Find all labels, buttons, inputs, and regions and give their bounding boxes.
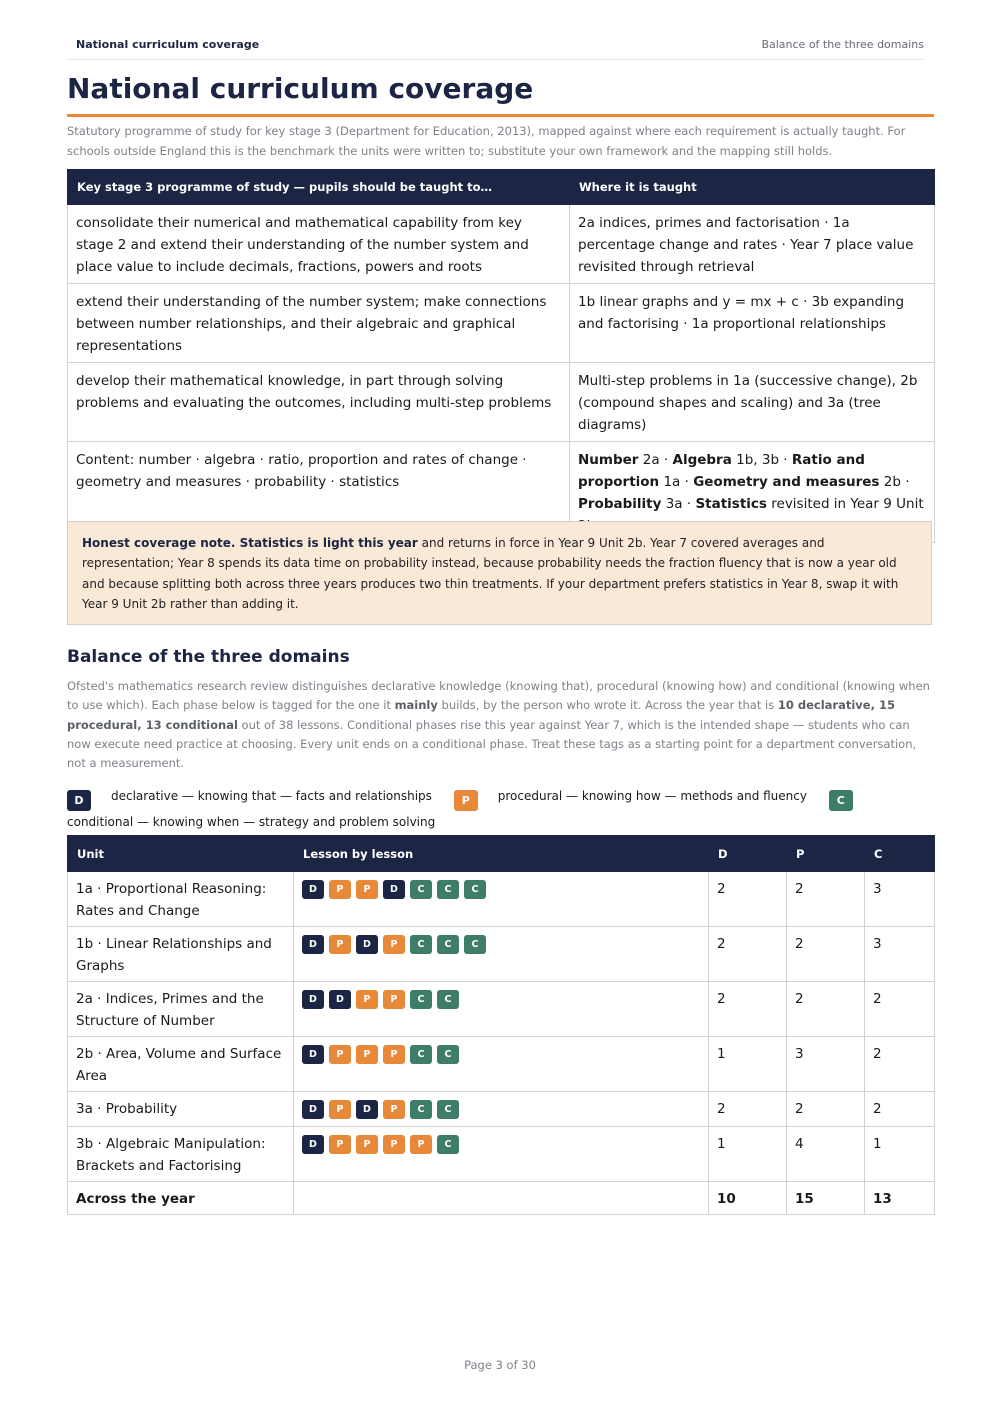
domains-table (67, 835, 935, 1215)
total-row (68, 1182, 935, 1215)
running-header-section: National curriculum coverage (76, 38, 260, 51)
procedural-count: 2 (787, 1092, 865, 1127)
page-title: National curriculum coverage (67, 72, 534, 105)
declarative-count: 2 (709, 872, 787, 927)
conditional-badge: C (829, 790, 853, 811)
requirement-cell: consolidate their numerical and mathematical capability from key stage 2 and extend their understanding of the number system and place value to include decimals, fractions, powers and roots (68, 205, 570, 284)
column-header-unit: Unit (68, 836, 294, 872)
conditional-count: 3 (865, 872, 935, 927)
where-taught-cell: Multi-step problems in 1a (successive change), 2b (compound shapes and scaling) and 3a (tree diagrams) (570, 363, 935, 442)
page-number: Page 3 of 30 (464, 1358, 536, 1372)
procedural-tag: P (329, 935, 351, 954)
conditional-tag: C (437, 990, 459, 1009)
procedural-badge: P (454, 790, 478, 811)
requirement-cell: extend their understanding of the number system; make connections between number relationships, and their algebraic and graphical representations (68, 284, 570, 363)
total-label: Across the year (68, 1182, 294, 1215)
column-header-lessons: Lesson by lesson (294, 836, 709, 872)
legend-item-declarative: D declarative — knowing that — facts and relationships (67, 789, 432, 803)
conditional-tag: C (410, 880, 432, 899)
running-header (67, 38, 924, 60)
conditional-tag: C (437, 1135, 459, 1154)
lesson-tags-cell (294, 1127, 709, 1182)
ks3-coverage-table (67, 169, 935, 543)
requirement-cell: Content: number · algebra · ratio, proportion and rates of change · geometry and measures · probability · statistics (68, 442, 570, 543)
conditional-tag: C (437, 880, 459, 899)
procedural-count: 2 (787, 982, 865, 1037)
procedural-count: 4 (787, 1127, 865, 1182)
total-conditional: 13 (865, 1182, 935, 1215)
table-row (68, 284, 935, 363)
coverage-note-lead: Honest coverage note. Statistics is light this year (82, 536, 418, 550)
declarative-count: 2 (709, 982, 787, 1037)
procedural-tag: P (383, 990, 405, 1009)
declarative-tag: D (302, 1100, 324, 1119)
conditional-tag: C (410, 1100, 432, 1119)
table-row (68, 1127, 935, 1182)
declarative-count: 2 (709, 1092, 787, 1127)
table-row (68, 363, 935, 442)
unit-cell: 2b · Area, Volume and Surface Area (68, 1037, 294, 1092)
procedural-tag: P (356, 1045, 378, 1064)
requirement-cell: develop their mathematical knowledge, in part through solving problems and evaluating the outcomes, including multi-step problems (68, 363, 570, 442)
conditional-tag: C (410, 935, 432, 954)
total-lessons-cell (294, 1182, 709, 1215)
table-row (68, 982, 935, 1037)
declarative-tag: D (383, 880, 405, 899)
table-row (68, 205, 935, 284)
procedural-tag: P (356, 880, 378, 899)
declarative-count: 1 (709, 1127, 787, 1182)
procedural-tag: P (329, 1045, 351, 1064)
declarative-tag: D (356, 935, 378, 954)
conditional-tag: C (437, 1100, 459, 1119)
legend-item-conditional: Cconditional — knowing when — strategy and problem solving (67, 789, 873, 829)
declarative-tag: D (302, 990, 324, 1009)
title-divider (67, 114, 934, 117)
column-header-p: P (787, 836, 865, 872)
table-row (68, 1092, 935, 1127)
declarative-tag: D (356, 1100, 378, 1119)
conditional-count: 2 (865, 1092, 935, 1127)
lesson-tags-cell (294, 1092, 709, 1127)
declarative-tag: D (302, 935, 324, 954)
where-taught-cell: Number 2a · Algebra 1b, 3b · Ratio and proportion 1a · Geometry and measures 2b · Probability 3a · Statistics revisited in Year 9 Unit (570, 442, 935, 543)
procedural-tag: P (329, 1100, 351, 1119)
column-header-where: Where it is taught (570, 170, 935, 205)
where-taught-cell: 1b linear graphs and y = mx + c · 3b expanding and factorising · 1a proportional relationships (570, 284, 935, 363)
procedural-tag: P (383, 1100, 405, 1119)
unit-cell: 3b · Algebraic Manipulation: Brackets and Factorising (68, 1127, 294, 1182)
conditional-tag: C (464, 935, 486, 954)
declarative-count: 2 (709, 927, 787, 982)
conditional-tag: C (464, 880, 486, 899)
conditional-count: 1 (865, 1127, 935, 1182)
procedural-tag: P (329, 880, 351, 899)
where-taught-cell: 2a indices, primes and factorisation · 1a percentage change and rates · Year 7 place value revisited through retrieval (570, 205, 935, 284)
domain-legend (67, 785, 934, 834)
unit-cell: 1a · Proportional Reasoning: Rates and Change (68, 872, 294, 927)
conditional-tag: C (437, 935, 459, 954)
intro-paragraph: Statutory programme of study for key stage 3 (Department for Education, 2013), mapped against where each requirement is actually taught. For schools outside England this is the benchmark the units were written to; substitute your own framework and the mapping still holds. (67, 124, 906, 158)
procedural-tag: P (383, 1135, 405, 1154)
conditional-count: 3 (865, 927, 935, 982)
lesson-tags-cell (294, 927, 709, 982)
table-header-row (68, 836, 935, 872)
procedural-tag: P (329, 1135, 351, 1154)
conditional-count: 2 (865, 982, 935, 1037)
procedural-tag: P (383, 935, 405, 954)
coverage-note-callout (67, 521, 932, 625)
total-procedural: 15 (787, 1182, 865, 1215)
table-row (68, 927, 935, 982)
column-header-requirement: Key stage 3 programme of study — pupils should be taught to… (68, 170, 570, 205)
lesson-tags-cell (294, 1037, 709, 1092)
conditional-count: 2 (865, 1037, 935, 1092)
procedural-count: 3 (787, 1037, 865, 1092)
table-header-row (68, 170, 935, 205)
lesson-tags-cell (294, 872, 709, 927)
domains-intro-paragraph: Ofsted's mathematics research review distinguishes declarative knowledge (knowing that), procedural (knowing how) and conditional (knowing when to use which). Each phase below is tagged for the one it mainly builds, by the person who wrote it. Across the year that is 10 declarative, 15 procedural, 13 conditional out of 38 lessons. Conditional phases rise this year against Year 7, which is the intended shape — students who can now execute need practice at choosing. Every unit ends on a conditional phase. Treat these tags as a starting point for a department conversation, not a measurement. (67, 679, 930, 771)
unit-cell: 2a · Indices, Primes and the Structure of Number (68, 982, 294, 1037)
conditional-tag: C (410, 990, 432, 1009)
procedural-tag: P (410, 1135, 432, 1154)
procedural-count: 2 (787, 872, 865, 927)
procedural-tag: P (383, 1045, 405, 1064)
unit-cell: 1b · Linear Relationships and Graphs (68, 927, 294, 982)
coverage-note-body: and returns in force in Year 9 Unit 2b. Year 7 covered averages and representation; Year 8 spends its data time on probability instead, because probability needs the fraction fluency that is now a year old and because splitting both across three years produces two thin treatments. If your department prefers statistics in Year 8, swap it with Year 9 Unit 2b rather than adding it. (82, 536, 899, 611)
column-header-c: C (865, 836, 935, 872)
table-row (68, 1037, 935, 1092)
running-header-subsection: Balance of the three domains (761, 38, 924, 51)
total-declarative: 10 (709, 1182, 787, 1215)
declarative-count: 1 (709, 1037, 787, 1092)
column-header-d: D (709, 836, 787, 872)
section-heading-domains: Balance of the three domains (67, 647, 350, 667)
procedural-tag: P (356, 1135, 378, 1154)
procedural-count: 2 (787, 927, 865, 982)
conditional-tag: C (410, 1045, 432, 1064)
declarative-tag: D (329, 990, 351, 1009)
unit-cell: 3a · Probability (68, 1092, 294, 1127)
lesson-tags-cell (294, 982, 709, 1037)
procedural-tag: P (356, 990, 378, 1009)
conditional-tag: C (437, 1045, 459, 1064)
table-row (68, 872, 935, 927)
legend-item-procedural: P procedural — knowing how — methods and fluency (454, 789, 807, 803)
declarative-tag: D (302, 1135, 324, 1154)
declarative-tag: D (302, 880, 324, 899)
declarative-badge: D (67, 790, 91, 811)
declarative-tag: D (302, 1045, 324, 1064)
